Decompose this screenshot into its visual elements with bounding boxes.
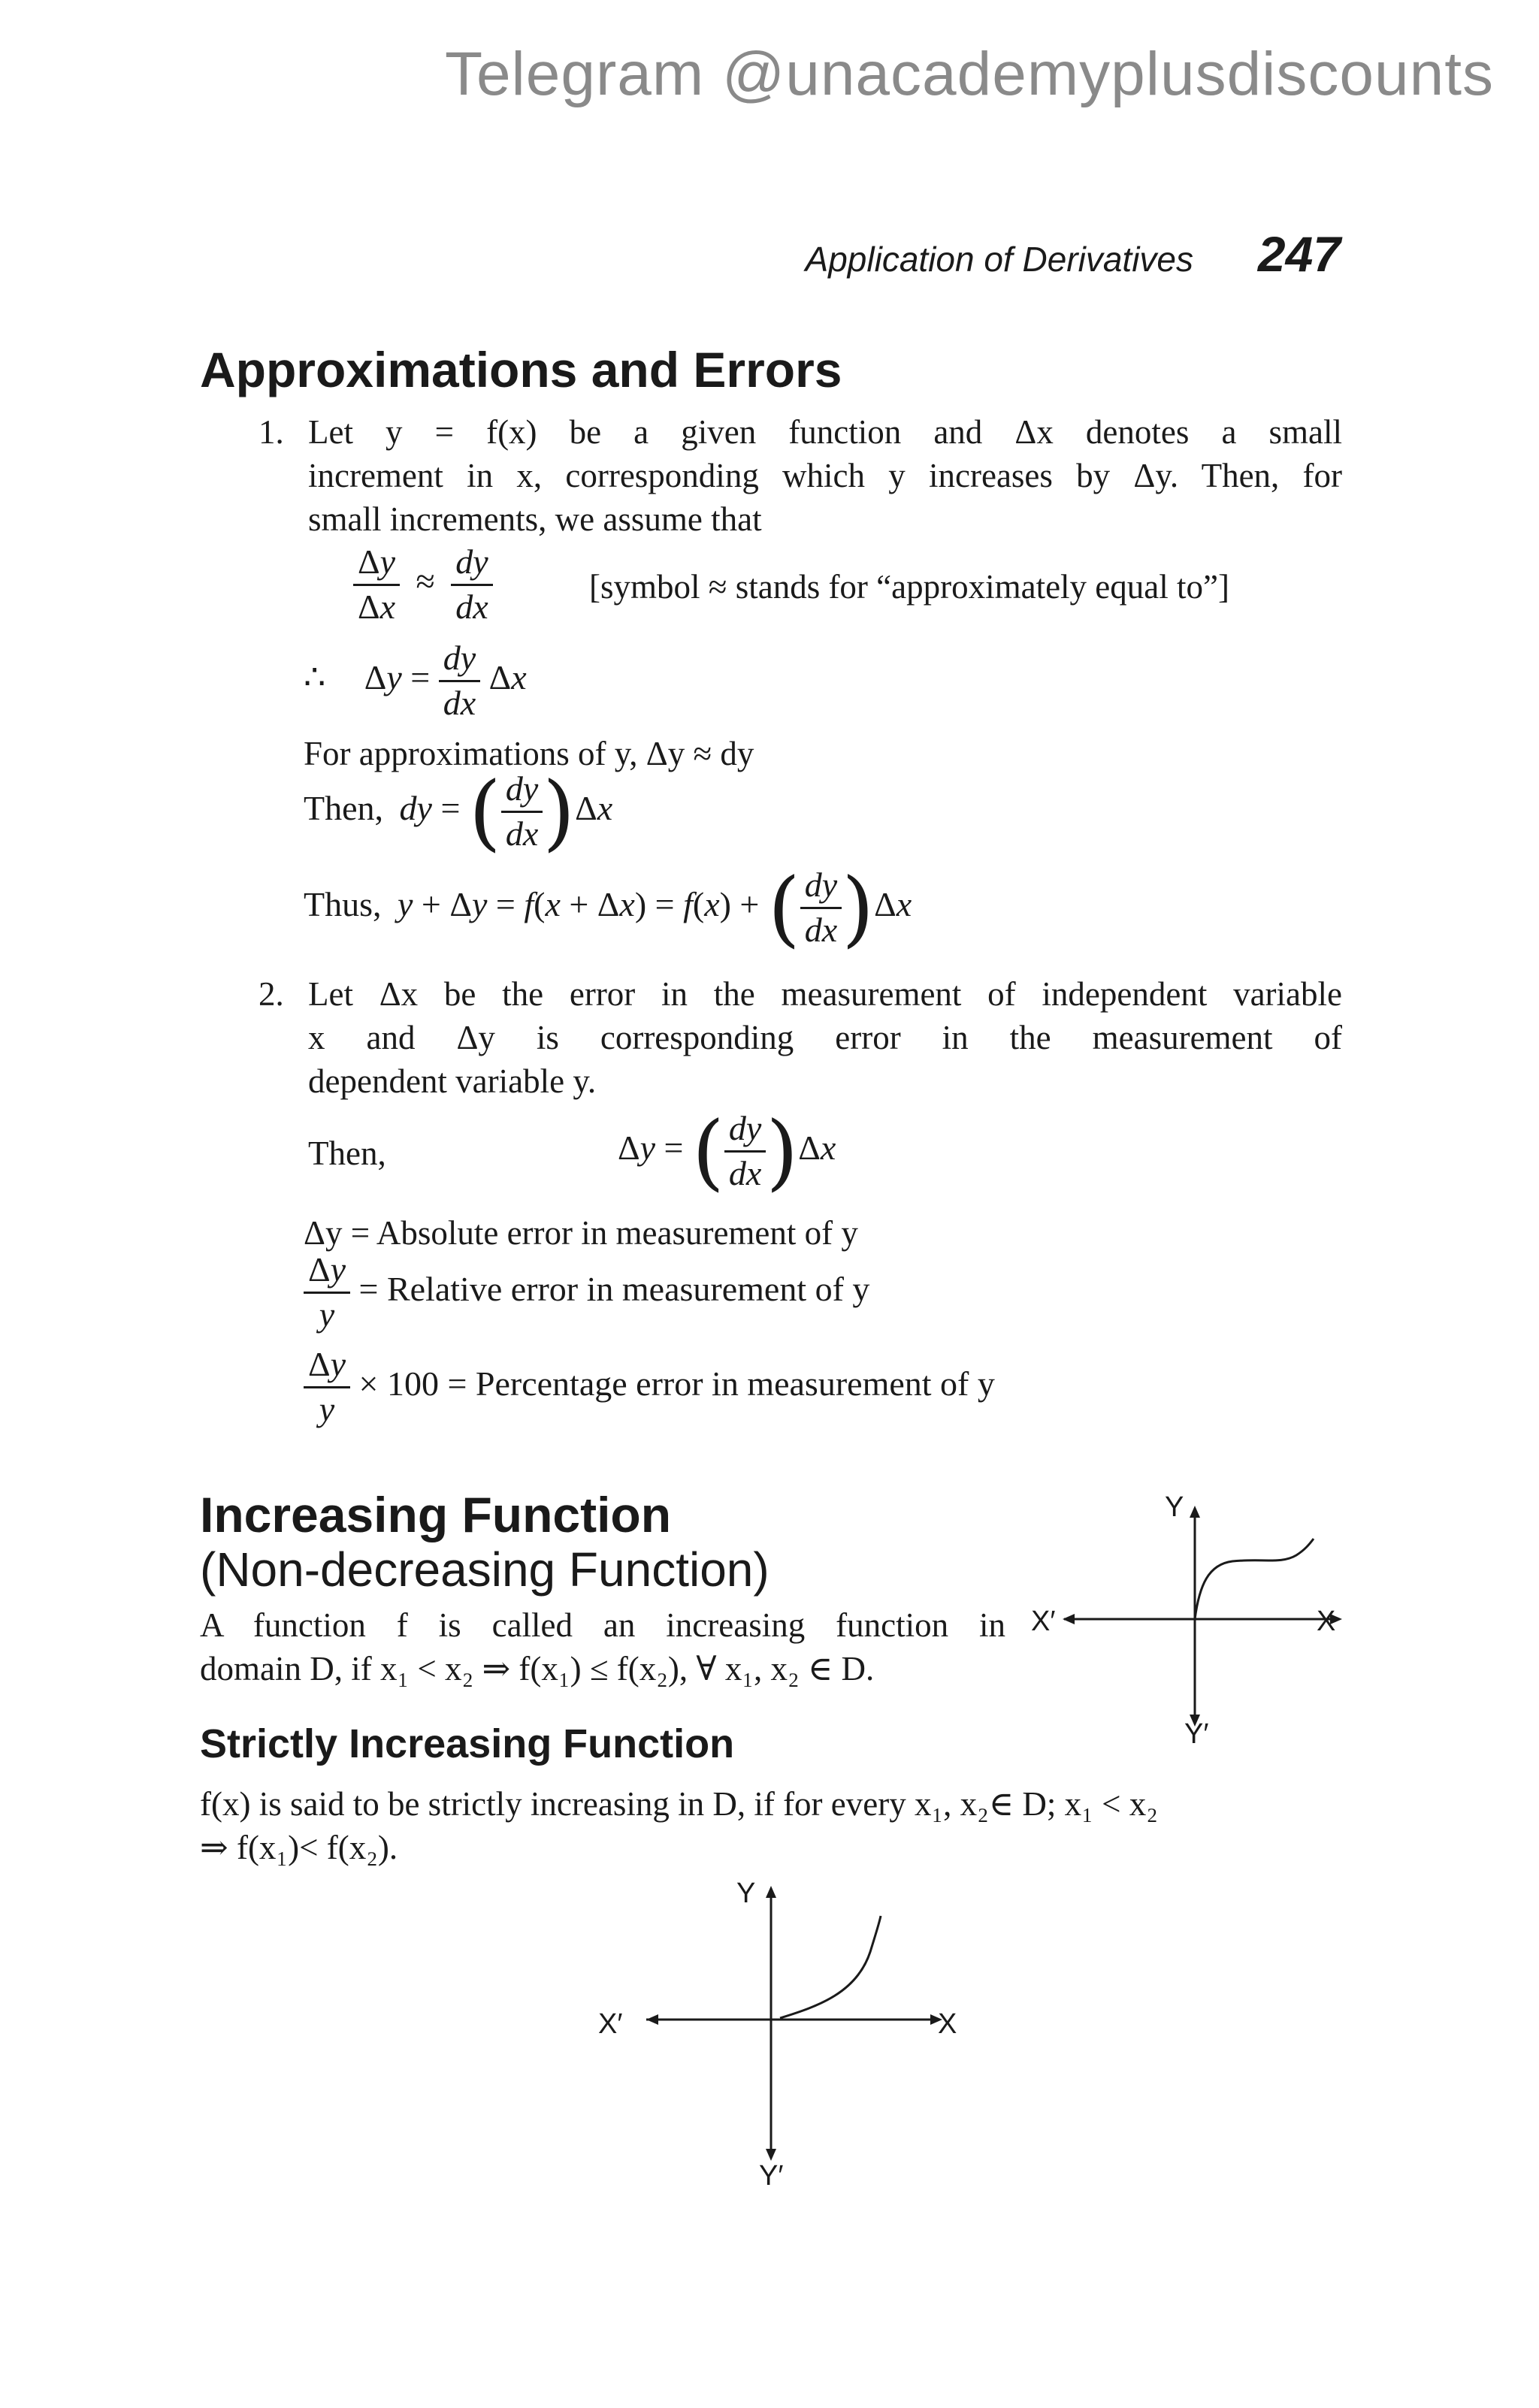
percentage-error-line: $\frac{\Delta y}{y}$ × 100 = Percentage error in measurement of y xyxy=(304,1345,995,1430)
non-decreasing-curve xyxy=(1195,1539,1314,1619)
x-axis-arrow-left xyxy=(1063,1614,1075,1624)
increasing-function-graph xyxy=(1031,1491,1353,1751)
percentage-error-text: × 100 = Percentage error in measurement of y xyxy=(358,1364,995,1403)
increasing-def-line1: A function f is called an increasing function in xyxy=(200,1606,1005,1644)
eq-approx-ratio: $\frac{\Delta y}{\Delta x}$ ≈ $\frac{dy}{dx}$ xyxy=(353,542,493,627)
x-axis-arrow-left xyxy=(646,2014,658,2025)
item1-line3: small increments, we assume that xyxy=(308,500,762,538)
item1-line1: Let y = f(x) be a given function and Δx denotes a small xyxy=(308,413,1342,451)
increasing-def-line2: domain D, if x₁ < x₂ ⇒ f(x₁) ≤ f(x₂), ∀ x₁, x₂ ∈ D. xyxy=(200,1650,875,1687)
item2-line1: Let Δx be the error in the measurement of independent variable xyxy=(308,975,1342,1013)
graph1-label-x-prime: X′ xyxy=(1031,1606,1056,1637)
eq-then-dy: Then, dy = ( $\frac{dy}{dx}$ )Δx xyxy=(304,763,613,860)
strictly-increasing-line2: ⇒ f(x₁)< f(x₂). xyxy=(200,1829,398,1866)
section-title-approximations: Approximations and Errors xyxy=(200,342,842,397)
item2-line2: x and Δy is corresponding error in the measurement of xyxy=(308,1019,1342,1056)
for-approximations-line: For approximations of y, Δy ≈ dy xyxy=(304,735,754,772)
section-title-increasing: Increasing Function xyxy=(200,1487,672,1542)
eq-therefore: ∴ Δy = $\frac{dy}{dx}$ Δx xyxy=(304,639,527,722)
graph1-label-y-prime: Y′ xyxy=(1184,1718,1209,1750)
approx-symbol-note: [symbol ≈ stands for “approximately equal to”] xyxy=(589,568,1229,606)
strictly-increasing-line1: f(x) is said to be strictly increasing in D, if for every x₁, x₂∈ D; x₁ < x₂ xyxy=(200,1785,1158,1823)
graph2-label-x: X xyxy=(938,2008,957,2040)
absolute-error-line: Δy = Absolute error in measurement of y xyxy=(304,1214,858,1252)
strictly-increasing-graph xyxy=(586,1863,977,2194)
graph2-label-y: Y xyxy=(736,1878,756,1909)
eq-error-delta-y: Δy = ( $\frac{dy}{dx}$ )Δx xyxy=(618,1103,836,1200)
item2-then-label: Then, xyxy=(308,1135,386,1172)
then-label: Then, xyxy=(304,788,384,827)
eq-thus: Thus, y + Δy = f(x + Δx) = f(x) + ( $\frac{dy}{dx}$ )Δx xyxy=(304,860,912,956)
watermark: Telegram @unacademyplusdiscounts xyxy=(444,40,1494,108)
thus-label: Thus, xyxy=(304,884,382,923)
section-title-strictly-increasing: Strictly Increasing Function xyxy=(200,1721,735,1766)
item2-line3: dependent variable y. xyxy=(308,1062,597,1100)
item1-line2: increment in x, corresponding which y increases by Δy. Then, for xyxy=(308,457,1342,494)
relative-error-text: = Relative error in measurement of y xyxy=(358,1269,870,1308)
therefore-symbol: ∴ xyxy=(304,657,326,696)
y-axis-arrow-down xyxy=(766,2149,776,2161)
section-subtitle-non-decreasing: (Non-decreasing Function) xyxy=(200,1542,770,1597)
strictly-increasing-curve xyxy=(780,1916,881,2018)
page-number: 247 xyxy=(1257,226,1341,282)
relative-error-line: $\frac{\Delta y}{y}$ = Relative error in measurement of y xyxy=(304,1250,869,1335)
y-axis-arrow-up xyxy=(1190,1506,1200,1518)
graph2-label-x-prime: X′ xyxy=(598,2008,623,2040)
graph2-label-y-prime: Y′ xyxy=(759,2160,784,2192)
item-number-2: 2. xyxy=(259,975,284,1013)
running-title: Application of Derivatives xyxy=(805,240,1193,279)
graph1-label-y: Y xyxy=(1165,1491,1184,1523)
graph1-label-x: X xyxy=(1317,1606,1336,1637)
item-number-1: 1. xyxy=(259,413,284,451)
y-axis-arrow-up xyxy=(766,1886,776,1898)
